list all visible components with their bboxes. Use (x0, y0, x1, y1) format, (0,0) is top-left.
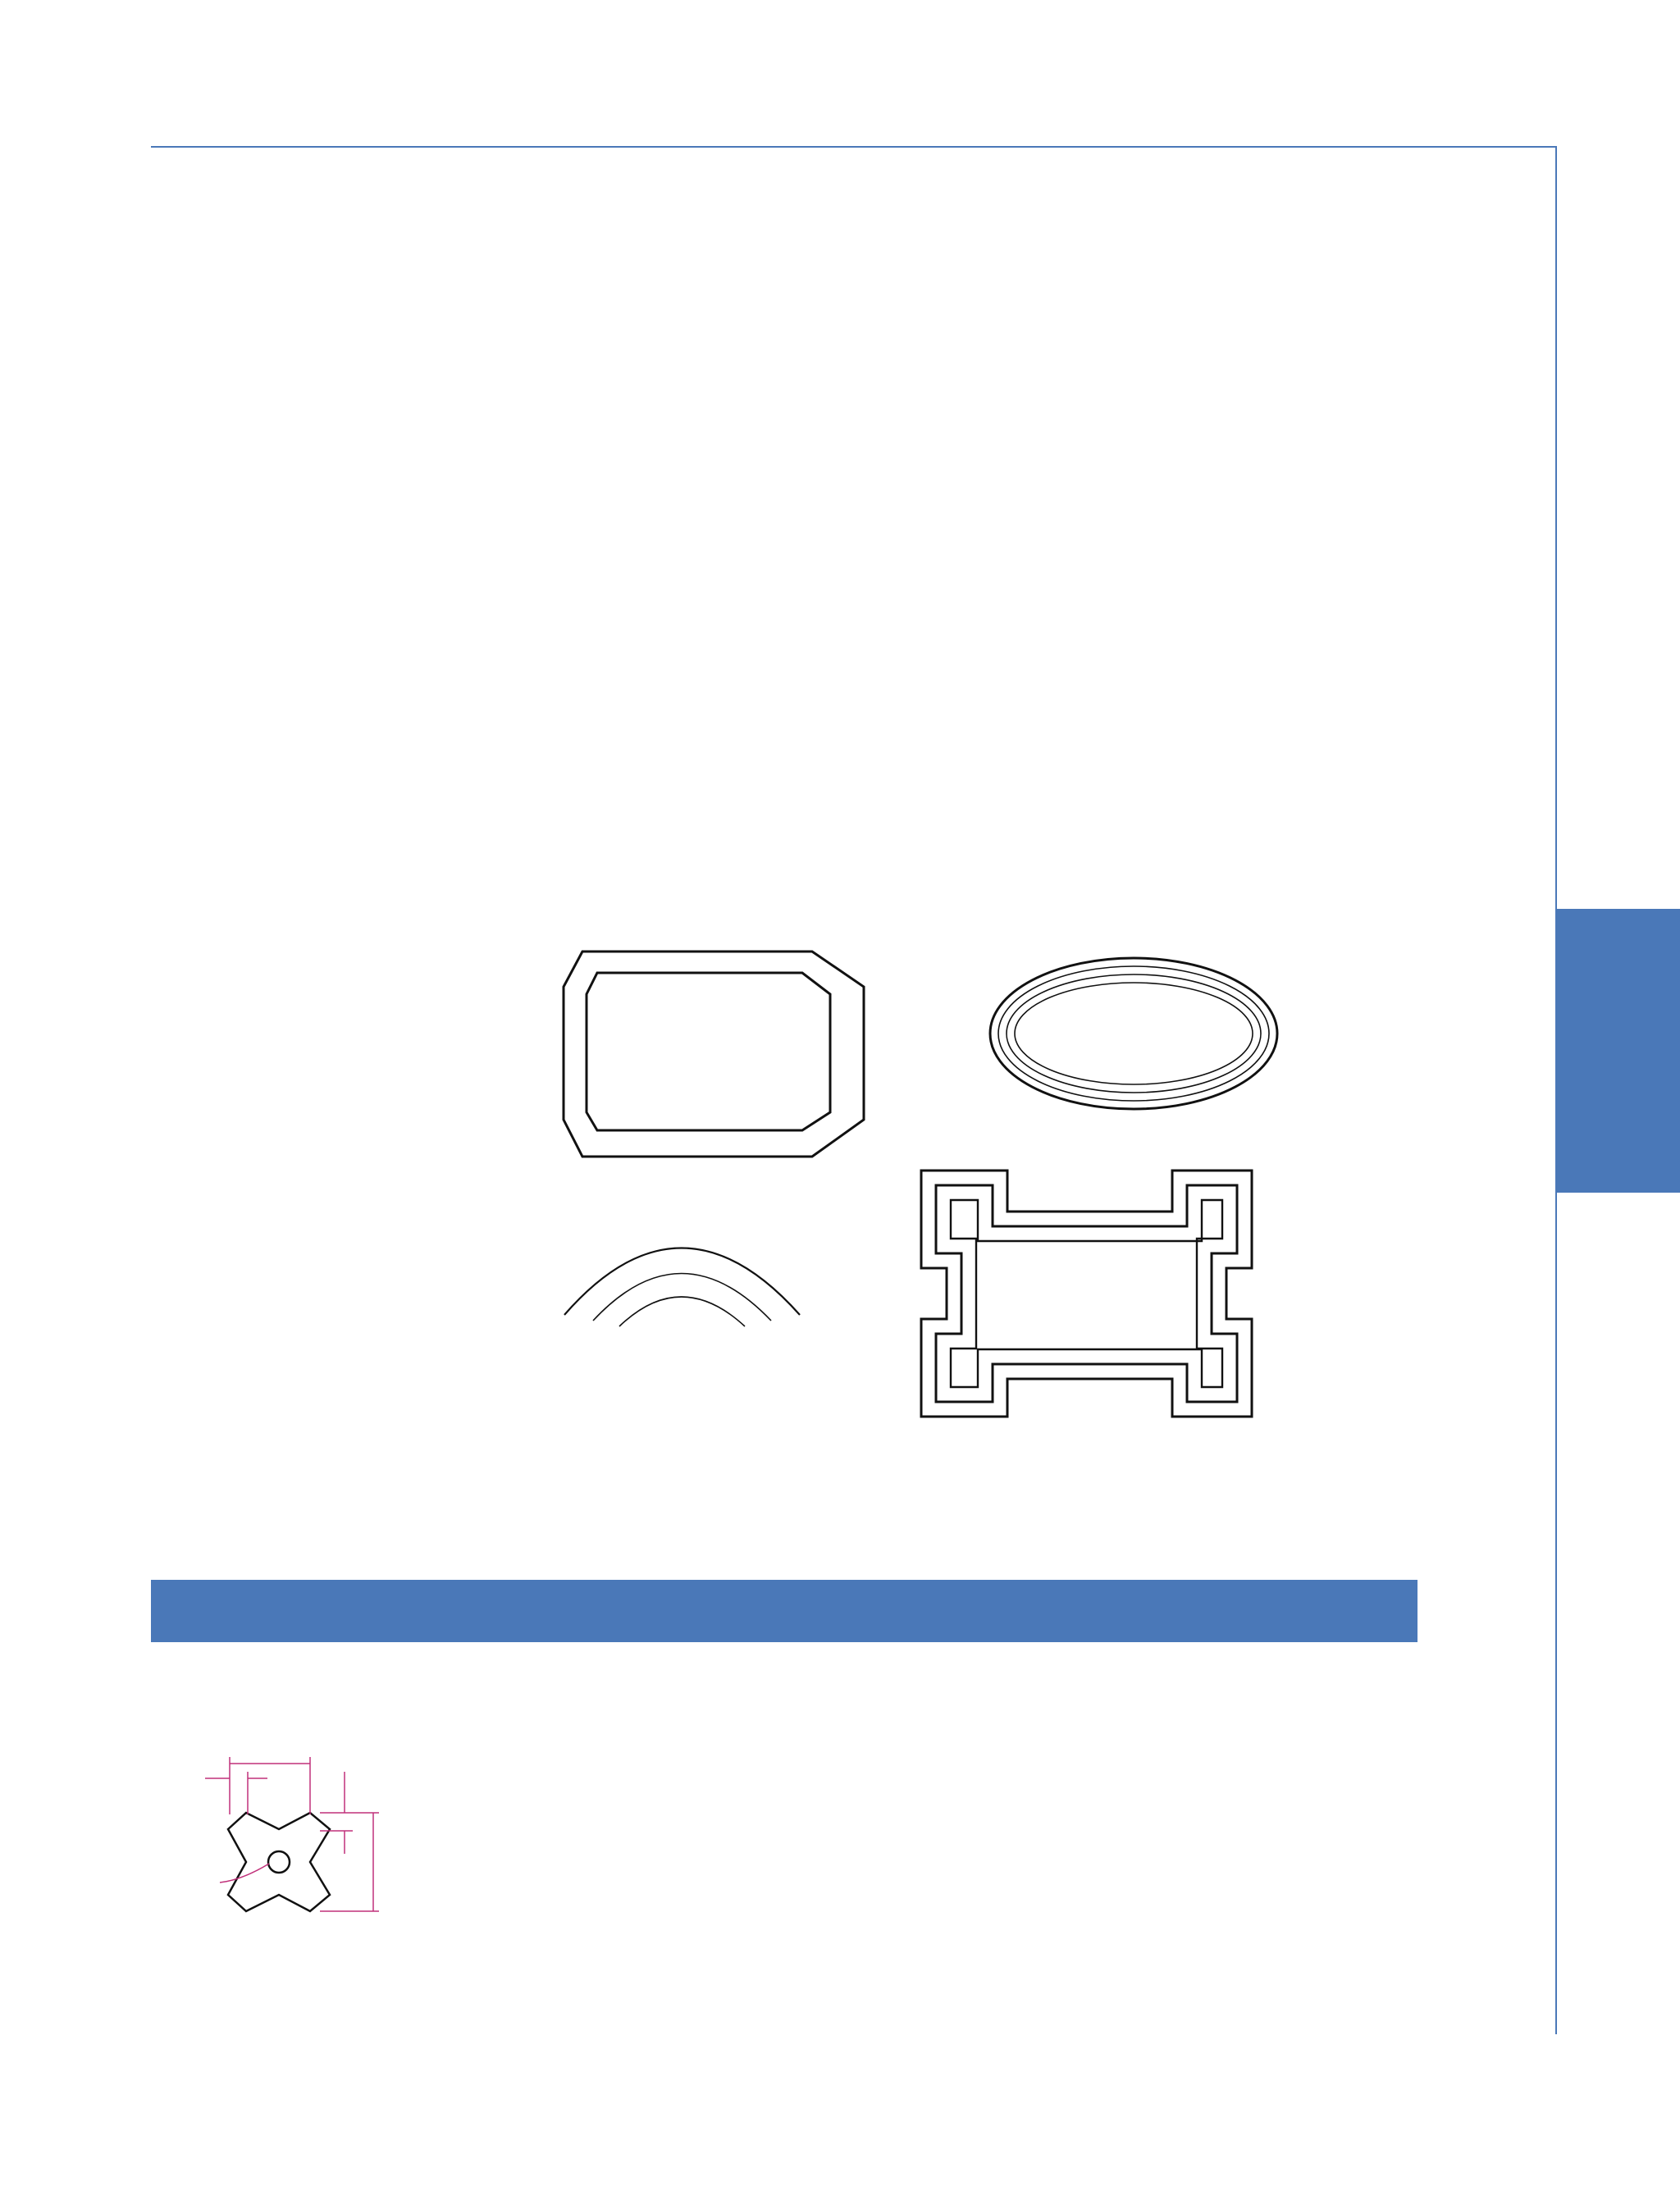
figure-5-15 (156, 1739, 394, 1919)
offset-h-mid (936, 1185, 1237, 1402)
centre-hole (268, 1851, 290, 1873)
figure-5-14 (541, 935, 1280, 1427)
offset-ellipse-outer (990, 958, 1277, 1109)
cross-shape (228, 1813, 330, 1911)
offset-ellipse-inner (1015, 983, 1253, 1084)
offset-ellipse (1007, 974, 1261, 1093)
offset-arc-outer (564, 1248, 800, 1316)
figure-5-14-caption (427, 1448, 435, 1477)
offset-h-inner (951, 1200, 1222, 1387)
chapter-tab (1557, 909, 1680, 1193)
offset-arc-inner (619, 1297, 745, 1326)
offset-octagon-inner (587, 973, 830, 1130)
header-rule (151, 146, 1557, 148)
offset-octagon-outer (564, 952, 864, 1157)
section-heading-bar (151, 1580, 1418, 1642)
offset-step-3 (427, 753, 438, 796)
offset-ellipse (998, 966, 1269, 1101)
